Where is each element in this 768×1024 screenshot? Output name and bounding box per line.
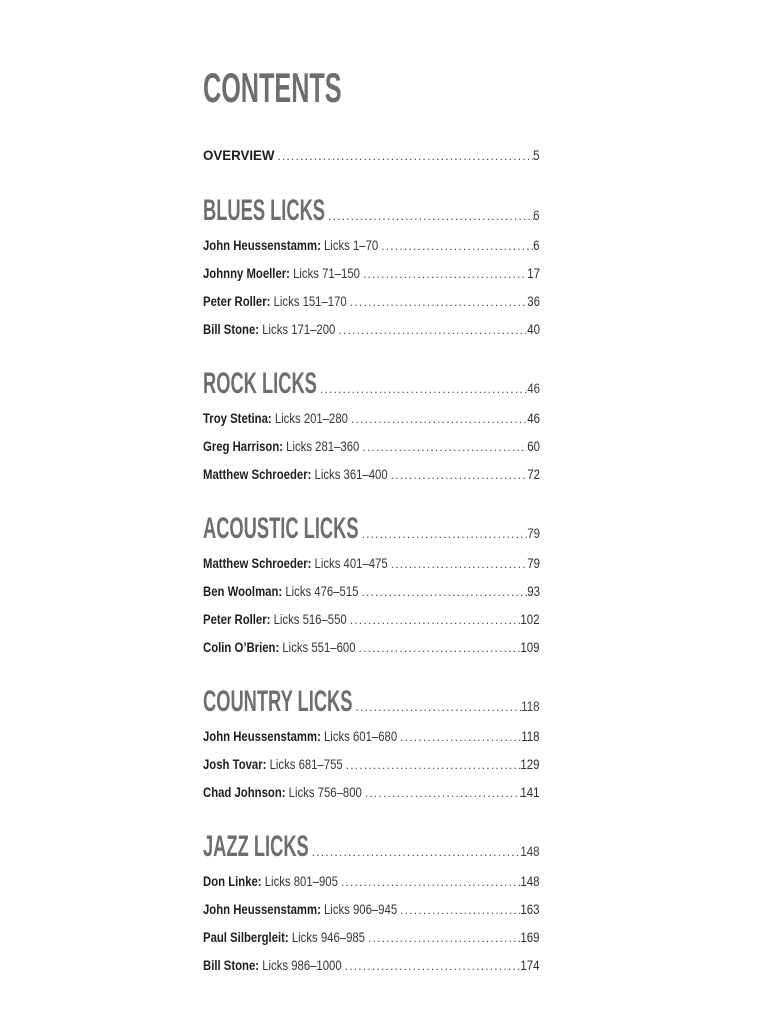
section-title: ROCK LICKS [203, 369, 317, 399]
section-title: ACOUSTIC LICKS [203, 514, 359, 544]
entry-licks-range: Licks 361–400 [311, 467, 388, 482]
toc-entry-row [203, 322, 540, 338]
toc-section [203, 369, 540, 483]
dot-leader [348, 411, 527, 427]
toc-entry-row [203, 467, 540, 483]
entry-author: Matthew Schroeder: [203, 556, 312, 571]
dot-leader [397, 729, 522, 745]
entry-page-number: 60 [527, 439, 540, 454]
dot-leader [378, 238, 533, 254]
entry-page-number: 17 [527, 266, 540, 281]
entry-page-number: 46 [527, 411, 540, 426]
entry-page-number: 6 [533, 238, 540, 253]
toc-entry-row [203, 785, 540, 801]
entry-author: Matthew Schroeder: [203, 467, 312, 482]
dot-leader [360, 266, 527, 282]
dot-leader [317, 383, 527, 395]
entry-licks-range: Licks 681–755 [266, 757, 343, 772]
dot-leader [343, 757, 521, 773]
entry-licks-range: Licks 171–200 [259, 322, 336, 337]
entry-licks-range: Licks 551–600 [279, 640, 356, 655]
entry-page-number: 141 [520, 785, 540, 800]
entry-licks-range: Licks 601–680 [320, 729, 398, 744]
section-page-number: 118 [521, 699, 540, 714]
entry-page-number: 109 [520, 640, 540, 655]
entry-text [203, 930, 365, 946]
entry-text [203, 238, 378, 254]
section-title: BLUES LICKS [203, 196, 326, 226]
toc-entry-row [203, 757, 540, 773]
entry-author: Paul Silbergleit: [203, 930, 289, 945]
entry-author: Peter Roller: [203, 294, 271, 309]
section-heading-row [203, 196, 540, 226]
entry-page-number: 72 [527, 467, 540, 482]
entry-licks-range: Licks 756–800 [285, 785, 362, 800]
section-page-number: 79 [527, 526, 540, 541]
toc-section [203, 514, 540, 656]
entry-page-number: 102 [520, 612, 540, 627]
toc-entry-row [203, 612, 540, 628]
toc-entry-row [203, 902, 540, 918]
dot-leader [274, 148, 533, 165]
toc-entry-row [203, 411, 540, 427]
entry-licks-range: Licks 281–360 [283, 439, 360, 454]
entry-page-number: 36 [527, 294, 540, 309]
dot-leader [358, 584, 527, 600]
entry-text [203, 322, 335, 338]
entry-text [203, 439, 359, 455]
entry-licks-range: Licks 801–905 [261, 874, 338, 889]
entry-author: Peter Roller: [203, 612, 271, 627]
entry-author: Bill Stone: [203, 958, 260, 973]
entry-page-number: 174 [520, 958, 540, 973]
entry-text [203, 729, 397, 745]
dot-leader [335, 322, 527, 338]
dot-leader [365, 930, 521, 946]
toc-entry-row [203, 439, 540, 455]
section-heading-row [203, 514, 540, 544]
toc-section [203, 687, 540, 801]
section-heading-row [203, 369, 540, 399]
toc-overview-row [203, 147, 540, 165]
dot-leader [359, 439, 527, 455]
entry-text [203, 640, 356, 656]
entry-licks-range: Licks 476–515 [282, 584, 359, 599]
entry-text [203, 584, 358, 600]
entry-page-number: 129 [520, 757, 540, 772]
entry-text [203, 612, 347, 628]
entry-licks-range: Licks 986–1000 [259, 958, 342, 973]
entry-text [203, 958, 342, 974]
section-heading-row [203, 832, 540, 862]
entry-page-number: 93 [527, 584, 540, 599]
section-heading-row [203, 687, 540, 717]
dot-leader [309, 846, 521, 858]
entry-author: Ben Woolman: [203, 584, 283, 599]
toc-entry-row [203, 584, 540, 600]
entry-text [203, 556, 388, 572]
entry-author: Johnny Moeller: [203, 266, 290, 281]
entry-text [203, 411, 348, 427]
entry-author: Colin O’Brien: [203, 640, 280, 655]
entry-author: Josh Tovar: [203, 757, 267, 772]
entry-author: Bill Stone: [203, 322, 260, 337]
entry-licks-range: Licks 946–985 [288, 930, 366, 945]
entry-page-number: 148 [520, 874, 540, 889]
section-page-number: 6 [533, 208, 540, 223]
entry-licks-range: Licks 151–170 [270, 294, 347, 309]
dot-leader [388, 467, 528, 483]
dot-leader [359, 528, 528, 540]
dot-leader [347, 294, 527, 310]
entry-licks-range: Licks 1–70 [320, 238, 379, 253]
entry-licks-range: Licks 71–150 [289, 266, 360, 281]
entry-licks-range: Licks 906–945 [320, 902, 398, 917]
toc-entry-row [203, 958, 540, 974]
section-page-number: 148 [520, 844, 540, 859]
dot-leader [352, 701, 521, 713]
entry-text [203, 902, 397, 918]
dot-leader [388, 556, 528, 572]
entry-page-number: 169 [520, 930, 540, 945]
page-title: CONTENTS [203, 64, 342, 111]
entry-author: Chad Johnson: [203, 785, 286, 800]
dot-leader [347, 612, 521, 628]
entry-author: Troy Stetina: [203, 411, 272, 426]
entry-page-number: 118 [521, 729, 540, 744]
toc-entry-row [203, 294, 540, 310]
section-title: JAZZ LICKS [203, 832, 309, 862]
toc-entry-row [203, 640, 540, 656]
entry-text [203, 757, 343, 773]
entry-page-number: 163 [520, 902, 540, 917]
toc-entry-row [203, 729, 540, 745]
entry-licks-range: Licks 401–475 [311, 556, 388, 571]
dot-leader [338, 874, 521, 890]
entry-text [203, 294, 347, 310]
entry-author: Don Linke: [203, 874, 262, 889]
toc-entry-row [203, 238, 540, 254]
entry-licks-range: Licks 201–280 [271, 411, 348, 426]
toc-section [203, 832, 540, 974]
section-page-number: 46 [527, 381, 540, 396]
entry-text [203, 467, 388, 483]
toc-entry-row [203, 266, 540, 282]
entry-text [203, 266, 360, 282]
overview-page-number: 5 [533, 148, 540, 163]
toc-entry-row [203, 556, 540, 572]
dot-leader [362, 785, 521, 801]
entry-page-number: 79 [527, 556, 540, 571]
dot-leader [325, 210, 534, 222]
dot-leader [342, 958, 521, 974]
overview-label: OVERVIEW [203, 147, 275, 163]
toc-entry-row [203, 874, 540, 890]
dot-leader [397, 902, 521, 918]
toc-entry-row [203, 930, 540, 946]
table-of-contents [203, 147, 540, 974]
section-title: COUNTRY LICKS [203, 687, 353, 717]
entry-author: John Heussenstamm: [203, 902, 321, 917]
entry-licks-range: Licks 516–550 [270, 612, 347, 627]
entry-author: John Heussenstamm: [203, 729, 321, 744]
toc-section [203, 196, 540, 338]
entry-author: Greg Harrison: [203, 439, 284, 454]
entry-text [203, 785, 362, 801]
entry-author: John Heussenstamm: [203, 238, 321, 253]
entry-text [203, 874, 338, 890]
entry-page-number: 40 [527, 322, 540, 337]
dot-leader [356, 640, 521, 656]
